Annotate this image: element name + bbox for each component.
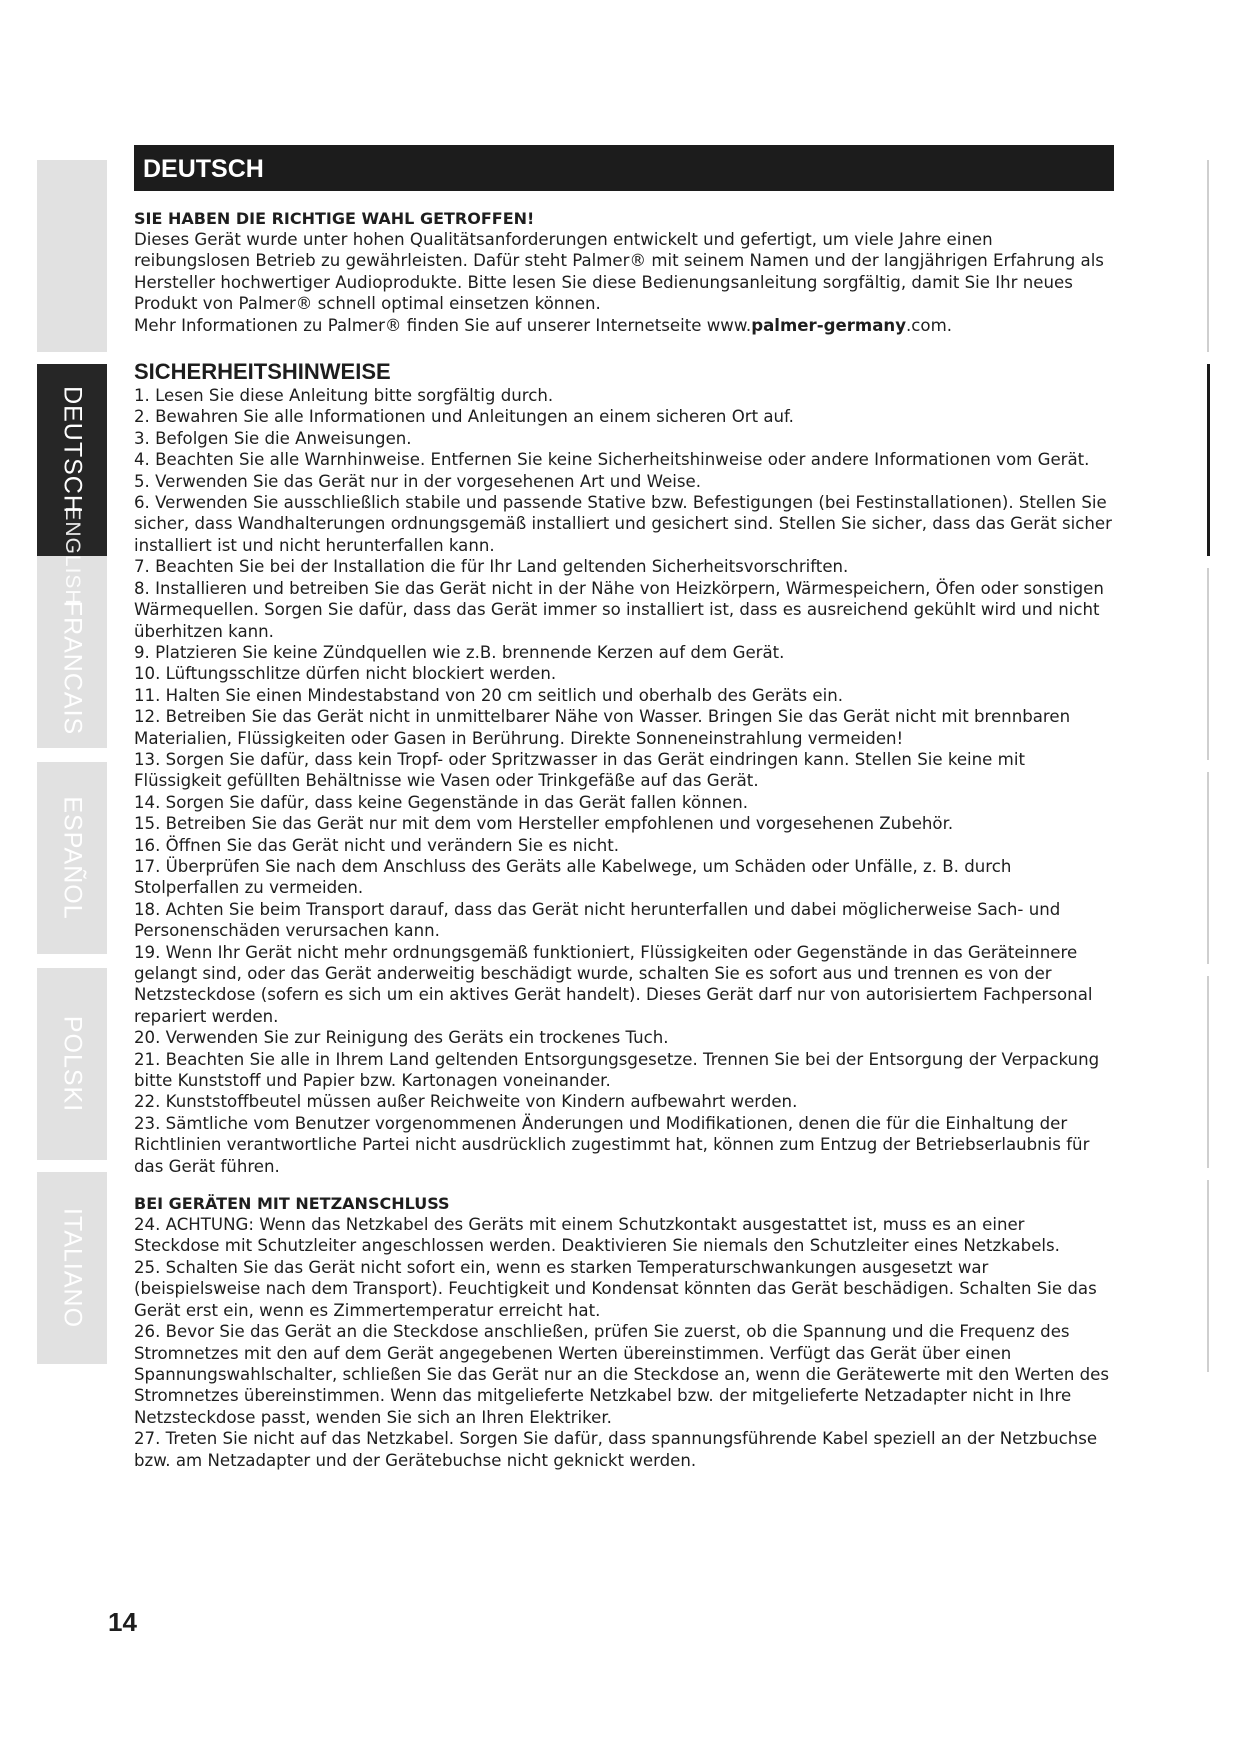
list-item: 26. Bevor Sie das Gerät an die Steckdose anschließen, prüfen Sie zuerst, ob die Spannung und die Frequenz des Stromnetzes mit den auf dem Gerät angegebenen Werten übereinstimmen. Verfügt das Gerät über einen Spannungswahlschalter, schließen Sie das Gerät nur an die Steckdose an, wenn die Gerätewerte mit den Werten des Stromnetzes übereinstimmen. Wenn das mitgelieferte Netzkabel bzw. der mitgelieferte Netzadapter nicht in Ihre Netzsteckdose passt, wenden Sie sich an Ihren Elektriker. bbox=[134, 1322, 1110, 1427]
page-title: DEUTSCH bbox=[134, 145, 1114, 191]
edge-marker bbox=[1207, 772, 1209, 964]
intro-section bbox=[134, 208, 1114, 336]
mains-list bbox=[134, 1214, 1114, 1471]
list-item: 23. Sämtliche vom Benutzer vorgenommenen Änderungen und Modifikationen, denen die für die Einhaltung der Richtlinien verantwortliche Partei nicht ausdrücklich zugestimmt hat, können zum Entzug der Betriebserlaubnis für das Gerät führen. bbox=[134, 1113, 1090, 1176]
edge-marker bbox=[1207, 568, 1209, 760]
list-item: 8. Installieren und betreiben Sie das Gerät nicht in der Nähe von Heizkörpern, Wärmespeichern, Öfen oder sonstigen Wärmequellen. Sorgen Sie dafür, dass das Gerät immer so installiert ist, dass es ausreichend gekühlt wird und nicht überhitzen kann. bbox=[134, 578, 1104, 641]
list-item: 6. Verwenden Sie ausschließlich stabile und passende Stative bzw. Befestigungen (bei Festinstallationen). Stellen Sie sicher, dass Wandhalterungen ordnungsgemäß installiert und gesichert sind. Stellen Sie sicher, dass das Gerät sicher installiert ist und nicht herunterfallen kann. bbox=[134, 493, 1112, 555]
language-tab-label: POLSKI bbox=[58, 1015, 87, 1113]
language-tab-label: DEUTSCH bbox=[58, 386, 87, 514]
list-item: 7. Beachten Sie bei der Installation die für Ihr Land geltenden Sicherheitsvorschriften. bbox=[134, 557, 849, 577]
language-tab-espanol[interactable] bbox=[37, 762, 107, 954]
list-item: 17. Überprüfen Sie nach dem Anschluss des Geräts alle Kabelwege, um Schäden oder Unfälle, z. B. durch Stolperfallen zu vermeiden. bbox=[134, 856, 1012, 898]
website-line bbox=[134, 315, 1114, 336]
edge-marker bbox=[1207, 976, 1209, 1168]
language-tab-label-overlap: ENGLISH bbox=[61, 506, 84, 606]
language-tab-label: ESPAÑOL bbox=[58, 796, 87, 920]
list-item: 3. Befolgen Sie die Anweisungen. bbox=[134, 428, 412, 448]
list-item: 20. Verwenden Sie zur Reinigung des Geräts ein trockenes Tuch. bbox=[134, 1028, 669, 1048]
list-item: 27. Treten Sie nicht auf das Netzkabel. Sorgen Sie dafür, dass spannungsführende Kabel speziell an der Netzbuchse bzw. am Netzadapter und der Gerätebuchse nicht geknickt werden. bbox=[134, 1429, 1098, 1470]
list-item: 22. Kunststoffbeutel müssen außer Reichweite von Kindern aufbewahrt werden. bbox=[134, 1092, 798, 1112]
website-prefix: Mehr Informationen zu Palmer® finden Sie auf unserer Internetseite www. bbox=[134, 315, 752, 335]
list-item: 4. Beachten Sie alle Warnhinweise. Entfernen Sie keine Sicherheitshinweise oder andere Informationen vom Gerät. bbox=[134, 450, 1090, 470]
list-item: 24. ACHTUNG: Wenn das Netzkabel des Geräts mit einem Schutzkontakt ausgestattet ist, muss es an einer Steckdose mit Schutzleiter angeschlossen werden. Deaktivieren Sie niemals den Schutzleiter eines Netzkabels. bbox=[134, 1215, 1060, 1256]
edge-marker bbox=[1207, 1180, 1209, 1372]
list-item: 10. Lüftungsschlitze dürfen nicht blockiert werden. bbox=[134, 664, 557, 684]
list-item: 16. Öffnen Sie das Gerät nicht und verändern Sie es nicht. bbox=[134, 835, 620, 855]
edge-marker bbox=[1207, 160, 1209, 352]
list-item: 2. Bewahren Sie alle Informationen und Anleitungen an einem sicheren Ort auf. bbox=[134, 407, 794, 427]
mains-heading: BEI GERÄTEN MIT NETZANSCHLUSS bbox=[134, 1194, 450, 1214]
language-tab-francais[interactable] bbox=[37, 506, 107, 748]
list-item: 12. Betreiben Sie das Gerät nicht in unmittelbarer Nähe von Wasser. Bringen Sie das Gerät nicht mit brennbaren Materialien, Flüssigkeiten oder Gasen in Berührung. Direkte Sonneneinstrahlung vermeiden! bbox=[134, 707, 1071, 748]
list-item: 13. Sorgen Sie dafür, dass kein Tropf- oder Spritzwasser in das Gerät eindringen kann. Stellen Sie keine mit Flüssigkeit gefüllten Behältnisse wie Vasen oder Trinkgefäße auf das Gerät. bbox=[134, 749, 1025, 791]
edge-marker-active bbox=[1207, 364, 1210, 556]
page-content bbox=[134, 145, 1114, 1471]
language-tab-label: FRANCAIS bbox=[58, 600, 87, 736]
safety-list bbox=[134, 385, 1114, 1177]
language-tab-italiano[interactable] bbox=[37, 1172, 107, 1364]
page-number: 14 bbox=[108, 1607, 137, 1637]
list-item: 15. Betreiben Sie das Gerät nur mit dem vom Hersteller empfohlenen und vorgesehenen Zubehör. bbox=[134, 814, 954, 834]
list-item: 5. Verwenden Sie das Gerät nur in der vorgesehenen Art und Weise. bbox=[134, 471, 702, 491]
list-item: 1. Lesen Sie diese Anleitung bitte sorgfältig durch. bbox=[134, 386, 554, 406]
list-item: 19. Wenn Ihr Gerät nicht mehr ordnungsgemäß funktioniert, Flüssigkeiten oder Gegenstände in das Geräteinnere gelangt sind, oder das Gerät anderweitig beschädigt wurde, schalten Sie es sofort aus und trennen es von der Netzsteckdose (sofern es sich um ein aktives Gerät handelt). Dieses Gerät darf nur von autorisiertem Fachpersonal repariert werden. bbox=[134, 942, 1093, 1026]
language-tabs bbox=[37, 160, 107, 1385]
intro-heading: SIE HABEN DIE RICHTIGE WAHL GETROFFEN! bbox=[134, 209, 535, 228]
list-item: 14. Sorgen Sie dafür, dass keine Gegenstände in das Gerät fallen können. bbox=[134, 792, 749, 812]
list-item: 18. Achten Sie beim Transport darauf, dass das Gerät nicht herunterfallen und dabei möglicherweise Sach- und Personenschäden verursachen kann. bbox=[134, 899, 1061, 941]
intro-text: Dieses Gerät wurde unter hohen Qualitätsanforderungen entwickelt und gefertigt, um viele Jahre einen reibungslosen Betrieb zu gewährleisten. Dafür steht Palmer® mit seinem Namen und der langjährigen Erfahrung als Hersteller hochwertiger Audioprodukte. Bitte lesen Sie diese Bedienungsanleitung sorgfältig, damit Sie Ihr neues Produkt von Palmer® schnell optimal einsetzen können. bbox=[134, 230, 1104, 314]
language-tab-label: ITALIANO bbox=[58, 1207, 87, 1329]
website-link[interactable]: palmer-germany bbox=[751, 315, 907, 335]
list-item: 21. Beachten Sie alle in Ihrem Land geltenden Entsorgungsgesetze. Trennen Sie bei der Entsorgung der Verpackung bitte Kunststoff und Papier bzw. Kartonagen voneinander. bbox=[134, 1049, 1100, 1091]
safety-heading: SICHERHEITSHINWEISE bbox=[134, 359, 391, 385]
list-item: 11. Halten Sie einen Mindestabstand von 20 cm seitlich und oberhalb des Geräts ein. bbox=[134, 685, 844, 705]
language-tab-english[interactable] bbox=[37, 160, 107, 352]
website-suffix: .com. bbox=[906, 315, 953, 335]
list-item: 9. Platzieren Sie keine Zündquellen wie z.B. brennende Kerzen auf dem Gerät. bbox=[134, 642, 785, 662]
language-tab-polski[interactable] bbox=[37, 968, 107, 1160]
list-item: 25. Schalten Sie das Gerät nicht sofort ein, wenn es starken Temperaturschwankungen ausgesetzt war (beispielsweise nach dem Transport). Feuchtigkeit und Kondensat könnten das Gerät beschädigen. Schalten Sie das Gerät erst ein, wenn es Zimmertemperatur erreicht hat. bbox=[134, 1257, 1097, 1320]
